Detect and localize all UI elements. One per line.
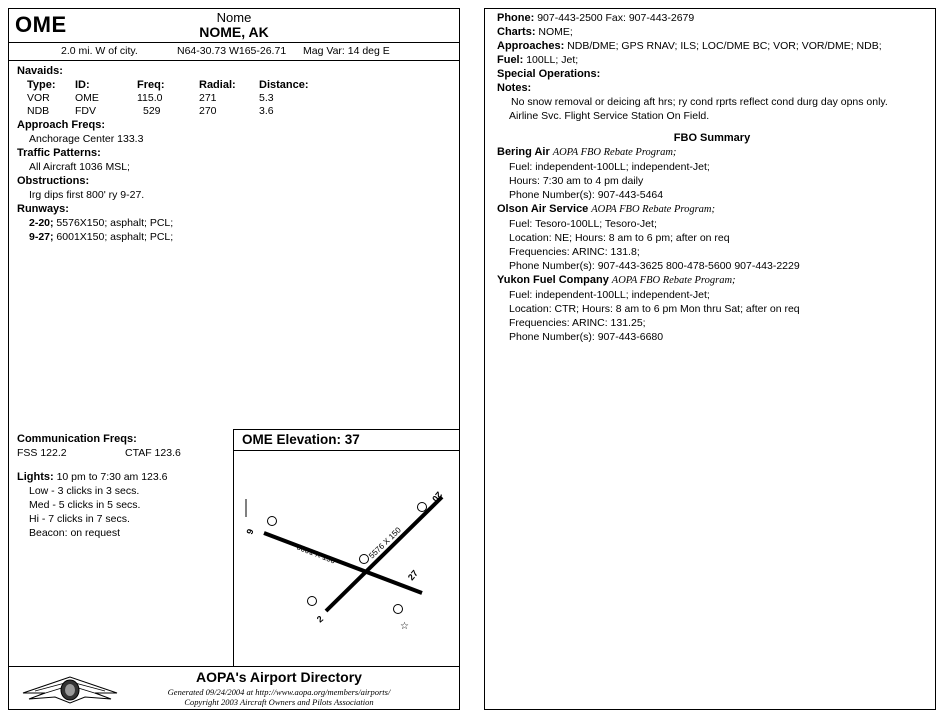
fbo-detail: Location: CTR; Hours: 8 am to 6 pm Mon thru Sat; after on req xyxy=(509,303,800,315)
fbo-program: AOPA FBO Rebate Program; xyxy=(611,275,736,286)
obstructions-label: Obstructions: xyxy=(17,175,90,187)
fbo-program: AOPA FBO Rebate Program; xyxy=(591,204,715,215)
runways-label: Runways: xyxy=(17,203,69,215)
lights-item: Hi - 7 clicks in 7 secs. xyxy=(29,513,130,525)
fuel-value: 100LL; Jet; xyxy=(523,54,579,66)
runway-end-9: 9 xyxy=(244,527,256,536)
col-freq: Freq: xyxy=(137,79,165,91)
cell: VOR xyxy=(27,92,50,104)
obstructions-value: Irg dips first 800' ry 9-27. xyxy=(29,189,145,201)
fbo-name-line xyxy=(497,273,927,288)
airport-info-panel xyxy=(8,8,460,710)
lights-item: Beacon: on request xyxy=(29,527,121,539)
phone-label: Phone: xyxy=(497,12,535,24)
cell: 529 xyxy=(143,105,161,117)
fbo-detail: Location: NE; Hours: 8 am to 6 pm; after on req xyxy=(509,232,730,244)
airport-services-panel xyxy=(484,8,936,710)
lights-item: Low - 3 clicks in 3 secs. xyxy=(29,485,140,497)
runway-2-20-dims: 5576 X 150 xyxy=(367,525,403,561)
cell: FDV xyxy=(75,105,96,117)
fuel-line xyxy=(497,53,927,67)
runway-end-2: 2 xyxy=(314,613,326,625)
navaids-section xyxy=(17,64,329,244)
approaches-value: NDB/DME; GPS RNAV; ILS; LOC/DME BC; VOR; VOR/DME; NDB; xyxy=(564,40,882,52)
fbo-name-line xyxy=(497,202,927,217)
fss-freq: FSS 122.2 xyxy=(17,447,67,459)
airport-ident: OME xyxy=(15,12,67,37)
ctaf-freq: CTAF 123.6 xyxy=(125,447,181,459)
taxi-marker-icon xyxy=(360,555,369,564)
beacon-star-icon: ☆ xyxy=(400,621,409,632)
notes-label: Notes: xyxy=(497,82,532,94)
runway-id: 9-27; xyxy=(29,231,54,243)
charts-label: Charts: xyxy=(497,26,536,38)
fbo-name: Bering Air xyxy=(497,146,550,158)
runway-end-20: 20 xyxy=(430,489,445,504)
spacer xyxy=(17,460,227,470)
city-state: NOME, AK xyxy=(199,24,269,40)
cell: 5.3 xyxy=(259,92,274,104)
communication-label: Communication Freqs: xyxy=(17,433,137,445)
fbo-detail: Fuel: Tesoro-100LL; Tesoro-Jet; xyxy=(509,218,657,230)
fbo-detail: Phone Number(s): 907-443-3625 800-478-5600 907-443-2229 xyxy=(509,260,800,272)
services-block xyxy=(497,11,927,344)
traffic-patterns-value: All Aircraft 1036 MSL; xyxy=(29,161,130,173)
distance-from-city: 2.0 mi. W of city. xyxy=(61,45,138,57)
col-id: ID: xyxy=(75,79,90,91)
fbo-name: Olson Air Service xyxy=(497,203,589,215)
generated-url: Generated 09/24/2004 at http://www.aopa.org/members/airports/ xyxy=(167,687,391,697)
spacer xyxy=(497,123,927,131)
col-radial: Radial: xyxy=(199,79,236,91)
taxi-marker-icon xyxy=(308,597,317,606)
cell: 271 xyxy=(199,92,217,104)
taxi-marker-icon xyxy=(268,517,277,526)
charts-line xyxy=(497,25,927,39)
fbo-entry xyxy=(497,202,927,273)
lights-value: 10 pm to 7:30 am 123.6 xyxy=(53,471,168,483)
lights-label: Lights: xyxy=(17,471,54,483)
lights-line xyxy=(17,470,227,484)
airport-diagram xyxy=(234,451,458,667)
fbo-summary-title: FBO Summary xyxy=(673,132,751,144)
approach-freqs-value: Anchorage Center 133.3 xyxy=(29,133,144,145)
communication-section xyxy=(17,432,227,540)
city-name: Nome xyxy=(216,10,252,25)
traffic-patterns-label: Traffic Patterns: xyxy=(17,147,101,159)
copyright: Copyright 2003 Aircraft Owners and Pilots Association xyxy=(184,697,374,707)
phone-value: 907-443-2500 Fax: 907-443-2679 xyxy=(534,12,695,24)
fbo-detail: Phone Number(s): 907-443-5464 xyxy=(509,189,664,201)
cell: 3.6 xyxy=(259,105,274,117)
runway-item xyxy=(17,216,329,230)
fbo-entry xyxy=(497,145,927,202)
directory-title: AOPA's Airport Directory xyxy=(196,669,362,685)
runway-item xyxy=(17,230,329,244)
location-bar xyxy=(9,42,459,61)
elevation-title: OME Elevation: 37 xyxy=(234,430,459,451)
col-distance: Distance: xyxy=(259,79,309,91)
fbo-detail: Frequencies: ARINC: 131.8; xyxy=(509,246,640,258)
fbo-detail: Hours: 7:30 am to 4 pm daily xyxy=(509,175,644,187)
cell: OME xyxy=(75,92,99,104)
navaids-table xyxy=(27,78,329,118)
taxi-marker-icon xyxy=(394,605,403,614)
taxi-marker-icon xyxy=(418,503,427,512)
generated-note xyxy=(129,687,429,707)
fbo-detail: Frequencies: ARINC: 131.25; xyxy=(509,317,646,329)
magnetic-variation: Mag Var: 14 deg E xyxy=(303,45,390,57)
notes-value: No snow removal or deicing aft hrs; ry cond rprts reflect cond durg day opns only. Airline Svc. Flight Service Station On Field. xyxy=(509,96,888,122)
airport-header xyxy=(9,9,459,43)
fbo-detail: Phone Number(s): 907-443-6680 xyxy=(509,331,664,343)
col-type: Type: xyxy=(27,79,56,91)
cell: 270 xyxy=(199,105,217,117)
runway-2-20 xyxy=(326,497,442,611)
comm-freqs xyxy=(17,446,227,460)
fbo-name-line xyxy=(497,145,927,160)
runway-9-27-dims: 6001 X 150 xyxy=(295,542,337,566)
table-row xyxy=(27,92,329,105)
approaches-label: Approaches: xyxy=(497,40,565,52)
lights-item: Med - 5 clicks in 5 secs. xyxy=(29,499,141,511)
approaches-line xyxy=(497,39,917,53)
fbo-entry xyxy=(497,273,927,344)
fbo-program: AOPA FBO Rebate Program; xyxy=(552,147,677,158)
runway-desc: 5576X150; asphalt; PCL; xyxy=(53,217,174,229)
navaids-header-row xyxy=(27,78,329,92)
navaids-label: Navaids: xyxy=(17,65,63,77)
cell: NDB xyxy=(27,105,50,117)
phone-line xyxy=(497,11,927,25)
special-operations-label: Special Operations: xyxy=(497,68,601,80)
cell: 115.0 xyxy=(137,92,163,104)
fuel-label: Fuel: xyxy=(497,54,524,66)
approach-freqs-label: Approach Freqs: xyxy=(17,119,106,131)
elevation-box xyxy=(233,429,459,666)
directory-footer xyxy=(9,666,459,710)
charts-value: NOME; xyxy=(535,26,573,38)
fbo-detail: Fuel: independent-100LL; independent-Jet; xyxy=(509,161,710,173)
fbo-detail: Fuel: independent-100LL; independent-Jet; xyxy=(509,289,710,301)
fbo-name: Yukon Fuel Company xyxy=(497,274,609,286)
runway-id: 2-20; xyxy=(29,217,54,229)
aopa-wings-logo xyxy=(15,671,125,707)
runway-desc: 6001X150; asphalt; PCL; xyxy=(53,231,174,243)
table-row xyxy=(27,105,329,118)
airport-city xyxy=(179,11,289,39)
runway-end-27: 27 xyxy=(405,568,420,583)
coordinates: N64-30.73 W165-26.71 xyxy=(177,45,287,57)
